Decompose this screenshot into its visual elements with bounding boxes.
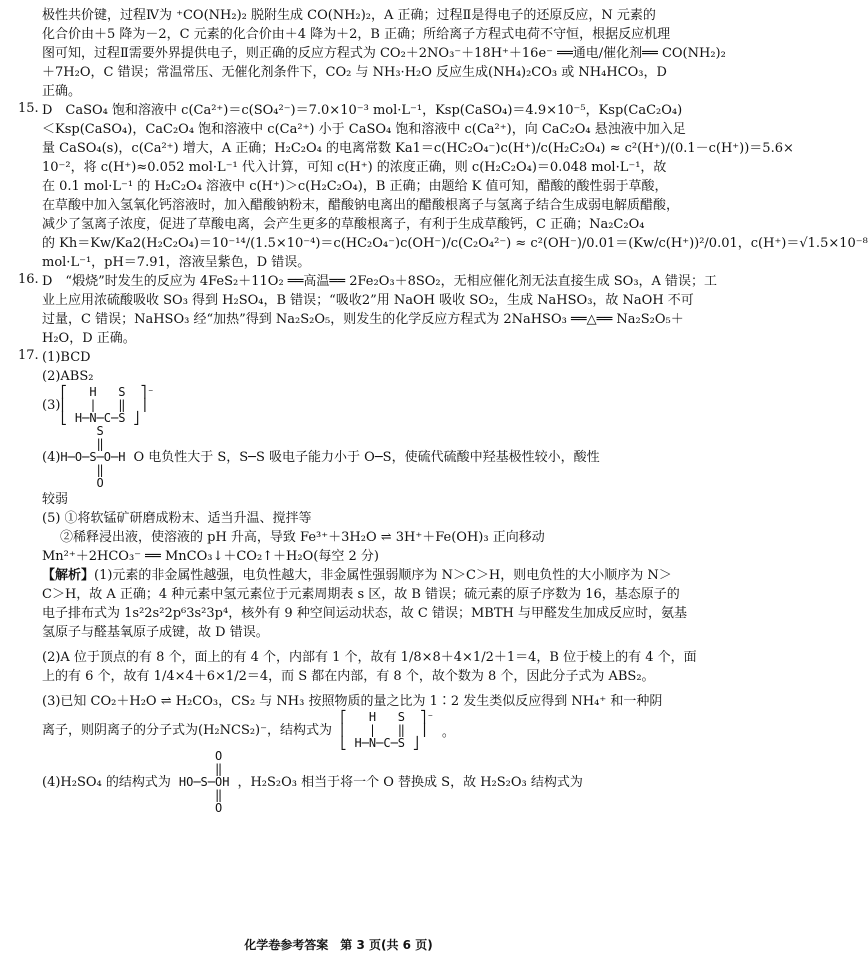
text-line: ，H₂S₂O₃ 相当于将一个 O 替换成 S，故 H₂S₂O₃ 结构式为: [237, 775, 583, 790]
answer-label: (3): [42, 398, 61, 413]
text-line: mol·L⁻¹，pH＝7.91，溶液呈紫色，D 错误。: [42, 255, 311, 270]
analysis-line: [42, 566, 672, 585]
answer-3: [42, 386, 653, 425]
question-number: 17.: [18, 348, 39, 363]
text-line: 化合价由＋5 降为－2，C 元素的化合价由＋4 降为＋2，B 正确；所给离子方程式电荷不守恒，根据反应机理: [42, 27, 671, 42]
p3-structure-row: [42, 711, 653, 750]
page-footer: 化学卷参考答案 第 3 页(共 6 页): [244, 938, 433, 952]
question-16: [18, 272, 718, 348]
text-line: 电子排布式为 1s²2s²2p⁶3s²3p⁴，核外有 9 种空间运动状态，故 C 错误；MBTH 与甲醛发生加成反应时，氨基: [42, 606, 687, 621]
answer-4: [42, 425, 653, 490]
sulfuric-acid-structure: O ‖ HO─S─OH ‖ O: [178, 749, 230, 815]
text-line: 10⁻²，将 c(H⁺)≈0.052 mol·L⁻¹ 代入计算，可知 c(H⁺) 的浓度正确，则 c(H₂C₂O₄)＝0.048 mol·L⁻¹，故: [42, 160, 667, 175]
text-line: 减少了氢离子浓度，促进了草酸电离，会产生更多的草酸根离子，有利于生成草酸钙，C 正确；Na₂C₂O₄: [42, 217, 645, 232]
text-line: 氢原子与醛基氧原子成键，故 D 错误。: [42, 625, 269, 640]
text-line: 在 0.1 mol·L⁻¹ 的 H₂C₂O₄ 溶液中 c(H⁺)＞c(H₂C₂O₄)，B 正确；由题给 K 值可知，醋酸的酸性弱于草酸，: [42, 179, 668, 194]
analysis-tag: 【解析】: [42, 568, 95, 583]
question-15: [18, 101, 868, 272]
text-line: D “煅烧”时发生的反应为 4FeS₂＋11O₂ ══高温══ 2Fe₂O₃＋8SO₂，无相应催化剂无法直接生成 SO₃，A 错误；工: [42, 274, 718, 289]
text-line: 业上应用浓硫酸吸收 SO₃ 得到 H₂SO₄，B 错误；“吸收2”用 NaOH 吸收 SO₂，生成 NaHSO₃，故 NaOH 不可: [42, 293, 694, 308]
answer-1: (1)BCD: [42, 350, 91, 365]
text-line: 图可知，过程Ⅱ需要外界提供电子，则正确的反应方程式为 CO₂＋2NO₃⁻＋18H⁺＋16e⁻ ══通电/催化剂══ CO(NH₂)₂: [42, 46, 726, 61]
answer-5-1: (5) ①将软锰矿研磨成粉末、适当升温、搅拌等: [42, 511, 312, 526]
text-line: ＋7H₂O，C 错误；常温常压、无催化剂条件下，CO₂ 与 NH₃·H₂O 反应生成(NH₄)₂CO₃ 或 NH₄HCO₃，D: [42, 65, 667, 80]
question-17: [18, 348, 697, 815]
text-line: 在草酸中加入氢氧化钙溶液时，加入醋酸钠粉末，醋酸钠电离出的醋酸根离子与氢离子结合生成弱电解质醋酸，: [42, 198, 680, 213]
q14-continuation: [42, 6, 726, 101]
text-line: 上的有 6 个，故有 1/4×4＋6×1/2＝4，而 S 都在内部，有 8 个，故个数为 8 个，因此分子式为 ABS₂。: [42, 669, 655, 684]
text-line: 离子，则阴离子的分子式为(H₂NCS₂)⁻，结构式为: [42, 723, 332, 738]
answer-4-tail: 较弱: [42, 492, 69, 507]
text-line: 量 CaSO₄(s)，c(Ca²⁺) 增大，A 正确；H₂C₂O₄ 的电离常数 Ka1＝c(HC₂O₄⁻)c(H⁺)/c(H₂C₂O₄) ≈ c²(H⁺)/(0.1－c(H⁺))＝5.6×: [42, 141, 794, 156]
text-line: (4)H₂SO₄ 的结构式为: [42, 775, 171, 790]
answer-5-3: Mn²⁺＋2HCO₃⁻ ══ MnCO₃↓＋CO₂↑＋H₂O(每空 2 分): [42, 549, 379, 564]
question-number: 16.: [18, 272, 39, 287]
question-number: 15.: [18, 101, 39, 116]
thiosulfuric-acid-structure: S ‖ H─O─S─O─H ‖ O: [60, 424, 126, 490]
anion-structure: ⎡ H S ⎤⁻ ⎢ | ‖ ⎥ ⎣ H─N─C─S ⎦: [60, 385, 155, 425]
answer-2: (2)ABS₂: [42, 369, 94, 384]
answer-5-2: ②稀释浸出液，使溶液的 pH 升高，导致 Fe³⁺＋3H₂O ⇌ 3H⁺＋Fe(OH)₃ 正向移动: [60, 530, 545, 545]
text-line: 的 Kh＝Kw/Ka2(H₂C₂O₄)＝10⁻¹⁴/(1.5×10⁻⁴)＝c(HC₂O₄⁻)c(OH⁻)/c(C₂O₄²⁻) ≈ c²(OH⁻)/0.01＝(Kw/c(H⁺))²/0.01，c(H⁺)＝√1.5×10⁻⁸: [42, 236, 868, 251]
text-line: (3)已知 CO₂＋H₂O ⇌ H₂CO₃，CS₂ 与 NH₃ 按照物质的量之比为 1∶2 发生类似反应得到 NH₄⁺ 和一种阴: [42, 694, 663, 709]
p4-row: [42, 750, 653, 815]
text-line: 正确。: [42, 84, 82, 99]
anion-structure: ⎡ H S ⎤⁻ ⎢ | ‖ ⎥ ⎣ H─N─C─S ⎦: [340, 710, 434, 750]
text-line: C＞H，故 A 正确；4 种元素中氢元素位于元素周期表 s 区，故 B 错误；硫元素的原子序数为 16，基态原子的: [42, 587, 680, 602]
answer-label: (4): [42, 450, 61, 465]
text-line: ＜Ksp(CaSO₄)，CaC₂O₄ 饱和溶液中 c(Ca²⁺) 小于 CaSO₄ 饱和溶液中 c(Ca²⁺)，向 CaC₂O₄ 悬浊液中加入足: [42, 122, 686, 137]
text-line: 过量，C 错误；NaHSO₃ 经“加热”得到 Na₂S₂O₅，则发生的化学反应方程式为 2NaHSO₃ ══△══ Na₂S₂O₅＋: [42, 312, 684, 327]
text-line: (2)A 位于顶点的有 8 个，面上的有 4 个，内部有 1 个，故有 1/8×8＋4×1/2＋1＝4，B 位于棱上的有 4 个，面: [42, 650, 697, 665]
period: 。: [441, 725, 455, 740]
text-line: 极性共价键，过程Ⅳ为 ⁺CO(NH₂)₂ 脱附生成 CO(NH₂)₂，A 正确；过程Ⅱ是得电子的还原反应，N 元素的: [42, 8, 656, 23]
text-line: H₂O，D 正确。: [42, 331, 136, 346]
text-line: D CaSO₄ 饱和溶液中 c(Ca²⁺)＝c(SO₄²⁻)＝7.0×10⁻³ mol·L⁻¹，Ksp(CaSO₄)＝4.9×10⁻⁵，Ksp(CaC₂O₄): [42, 103, 683, 118]
text-line: (1)元素的非金属性越强，电负性越大，非金属性强弱顺序为 N＞C＞H，则电负性的大小顺序为 N＞: [94, 568, 672, 583]
answer-4-text: O 电负性大于 S，S─S 吸电子能力小于 O─S，使硫代硫酸中羟基极性较小，酸性: [133, 450, 600, 465]
